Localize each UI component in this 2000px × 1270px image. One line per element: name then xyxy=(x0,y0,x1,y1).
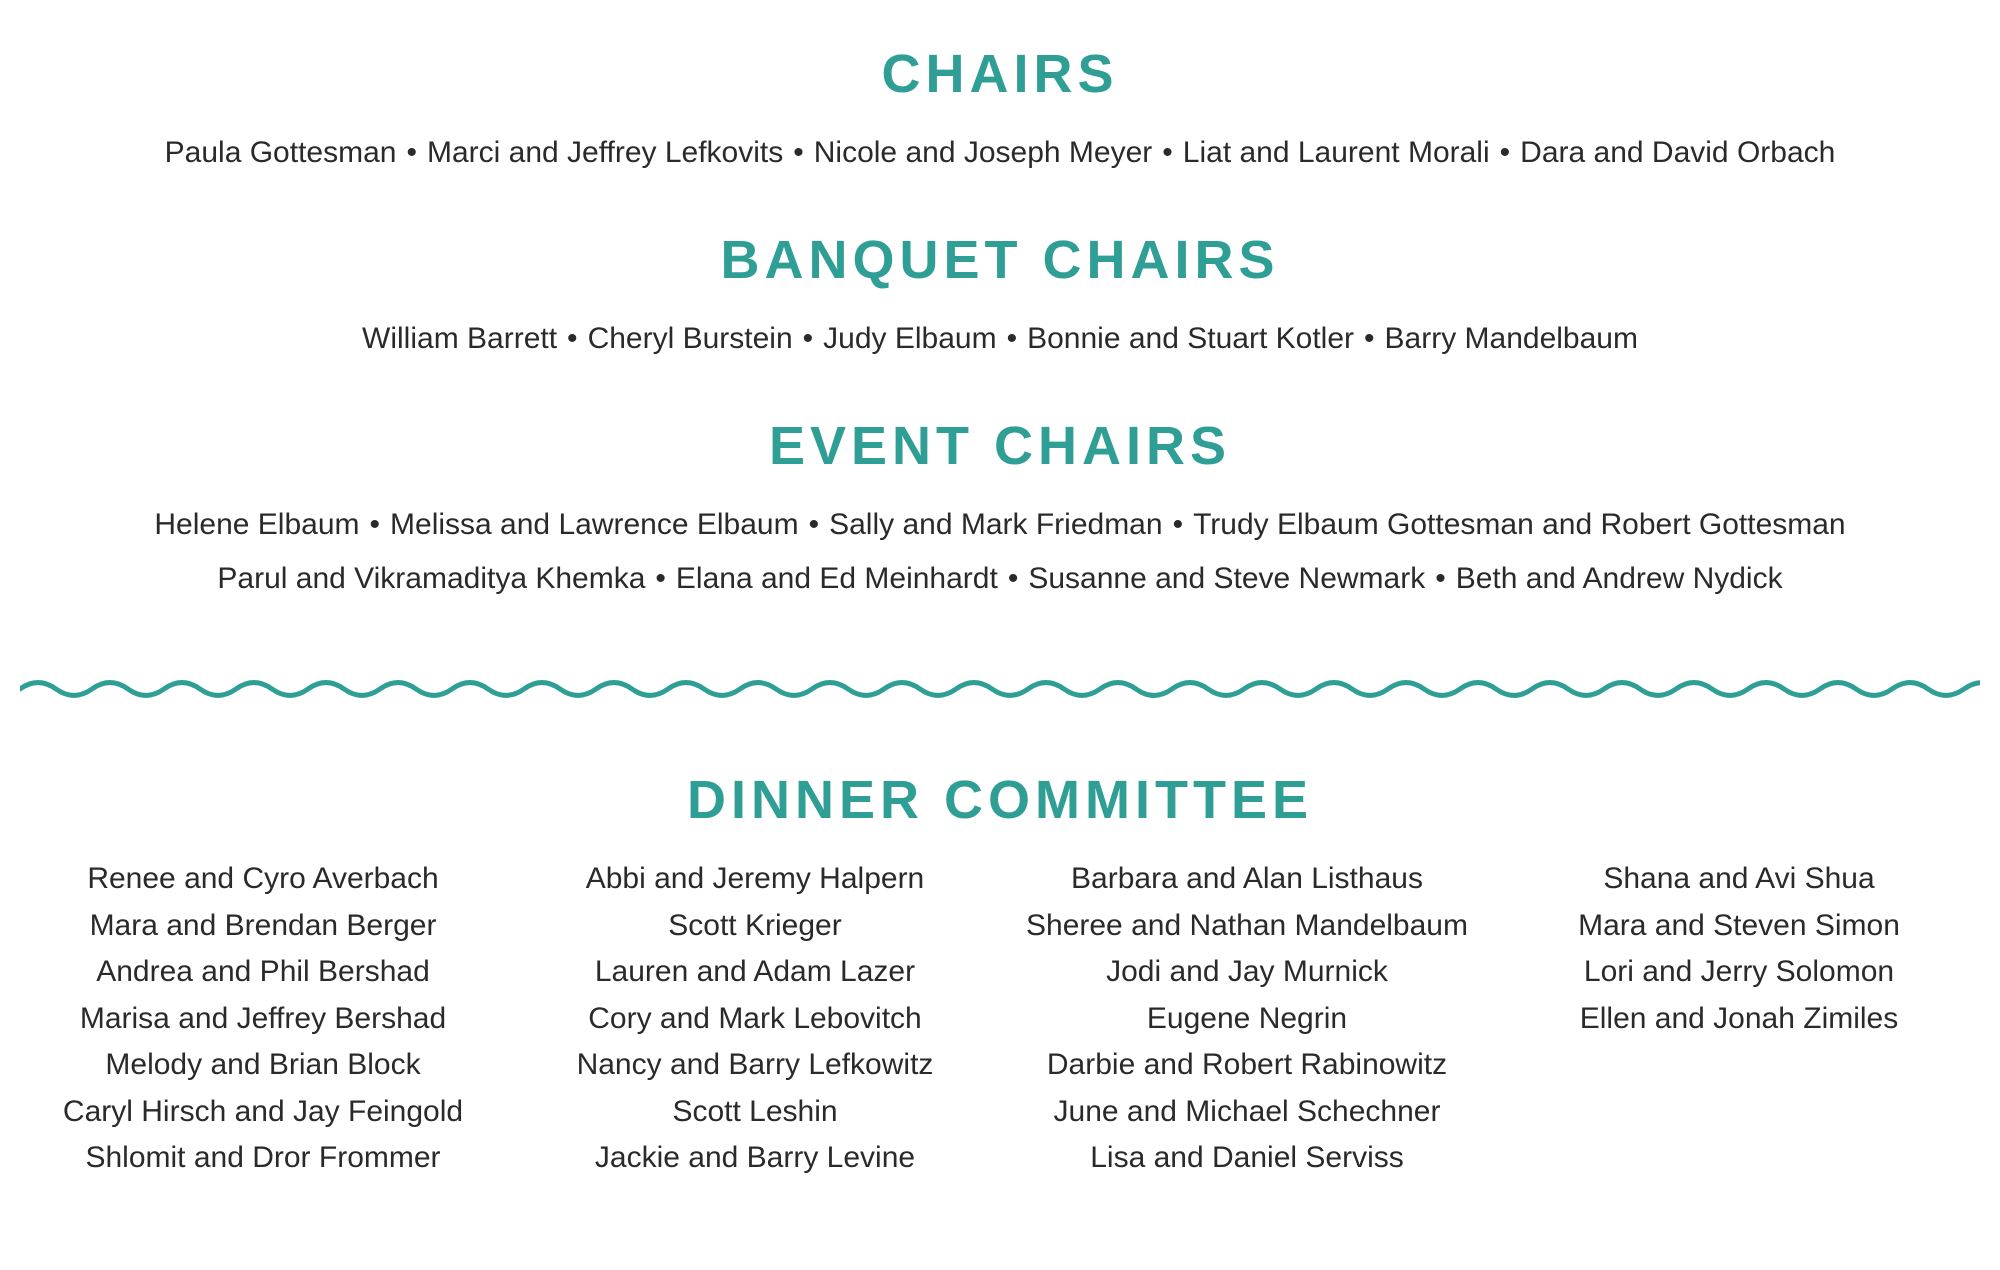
committee-member: Melody and Brian Block xyxy=(105,1048,421,1081)
committee-member: Abbi and Jeremy Halpern xyxy=(585,862,925,895)
committee-member: Lori and Jerry Solomon xyxy=(1583,955,1895,988)
honoree-name: Bonnie and Stuart Kotler xyxy=(1027,322,1354,355)
bullet-separator: • xyxy=(1006,322,1018,355)
banquet-chairs-names xyxy=(0,319,2000,359)
committee-member: Ellen and Jonah Zimiles xyxy=(1579,1001,1899,1035)
committee-member: Lisa and Daniel Serviss xyxy=(1090,1141,1404,1174)
committee-column-3 xyxy=(997,856,1497,1182)
committee-member: Jodi and Jay Murnick xyxy=(1106,955,1388,988)
committee-member: Cory and Mark Lebovitch xyxy=(588,1001,922,1035)
honoree-name: Marci and Jeffrey Lefkovits xyxy=(426,136,784,169)
event-chairs-names-line-1 xyxy=(0,505,2000,545)
committee-column-2 xyxy=(505,856,1005,1182)
honoree-name: Sally and Mark Friedman xyxy=(829,508,1163,541)
committee-column-1 xyxy=(13,856,513,1182)
committee-member: June and Michael Schechner xyxy=(1053,1094,1441,1128)
bullet-separator: • xyxy=(1499,136,1511,169)
bullet-separator: • xyxy=(793,136,804,169)
honoree-name: Melissa and Lawrence Elbaum xyxy=(390,508,799,541)
bullet-separator: • xyxy=(802,322,814,355)
honoree-name: Barry Mandelbaum xyxy=(1384,322,1638,355)
honoree-name: Elana and Ed Meinhardt xyxy=(675,562,998,595)
honoree-name: Cheryl Burstein xyxy=(587,322,793,355)
honoree-name: Parul and Vikramaditya Khemka xyxy=(217,562,646,595)
committee-member: Renee and Cyro Averbach xyxy=(87,862,439,895)
honoree-name: Susanne and Steve Newmark xyxy=(1028,562,1426,595)
dinner-committee-heading: DINNER COMMITTEE xyxy=(687,770,1313,830)
chairs-heading: CHAIRS xyxy=(881,44,1119,104)
event-chairs-heading: EVENT CHAIRS xyxy=(768,416,1232,476)
bullet-separator: • xyxy=(1172,508,1184,541)
bullet-separator: • xyxy=(369,508,381,541)
committee-member: Scott Krieger xyxy=(668,908,842,942)
event-chairs-names-line-2 xyxy=(0,559,2000,599)
honoree-name: Helene Elbaum xyxy=(154,508,360,541)
banquet-chairs-heading: BANQUET CHAIRS xyxy=(720,230,1280,290)
committee-member: Mara and Brendan Berger xyxy=(89,908,437,942)
honoree-name: Trudy Elbaum Gottesman and Robert Gottesman xyxy=(1193,508,1846,541)
bullet-separator: • xyxy=(1007,562,1019,595)
committee-member: Caryl Hirsch and Jay Feingold xyxy=(62,1094,464,1128)
bullet-separator: • xyxy=(808,508,820,541)
honoree-name: Dara and David Orbach xyxy=(1520,136,1836,169)
bullet-separator: • xyxy=(406,136,417,169)
honoree-name: Liat and Laurent Morali xyxy=(1182,136,1490,169)
committee-member: Eugene Negrin xyxy=(1146,1001,1348,1035)
committee-member: Barbara and Alan Listhaus xyxy=(1071,862,1423,895)
bullet-separator: • xyxy=(1162,136,1173,169)
committee-member: Sheree and Nathan Mandelbaum xyxy=(1026,908,1468,942)
honoree-name: Nicole and Joseph Meyer xyxy=(813,136,1153,169)
honoree-name: Judy Elbaum xyxy=(823,322,997,355)
bullet-separator: • xyxy=(1364,322,1375,355)
bullet-separator: • xyxy=(567,322,578,355)
honoree-name: Beth and Andrew Nydick xyxy=(1455,562,1783,595)
committee-member: Lauren and Adam Lazer xyxy=(594,955,916,988)
committee-member: Andrea and Phil Bershad xyxy=(96,955,430,988)
committee-member: Jackie and Barry Levine xyxy=(594,1141,916,1174)
chairs-names xyxy=(0,133,2000,173)
committee-member: Mara and Steven Simon xyxy=(1578,908,1900,942)
honoree-name: William Barrett xyxy=(362,322,558,355)
honoree-name: Paula Gottesman xyxy=(164,136,397,169)
bullet-separator: • xyxy=(1435,562,1446,595)
committee-member: Shlomit and Dror Frommer xyxy=(85,1141,441,1174)
committee-member: Scott Leshin xyxy=(672,1094,838,1128)
wave-divider xyxy=(20,664,1980,714)
committee-member: Shana and Avi Shua xyxy=(1603,862,1875,895)
committee-column-4 xyxy=(1489,856,1989,1042)
committee-member: Nancy and Barry Lefkowitz xyxy=(576,1048,934,1081)
committee-member: Marisa and Jeffrey Bershad xyxy=(79,1001,447,1035)
bullet-separator: • xyxy=(655,562,666,595)
committee-member: Darbie and Robert Rabinowitz xyxy=(1046,1048,1448,1081)
